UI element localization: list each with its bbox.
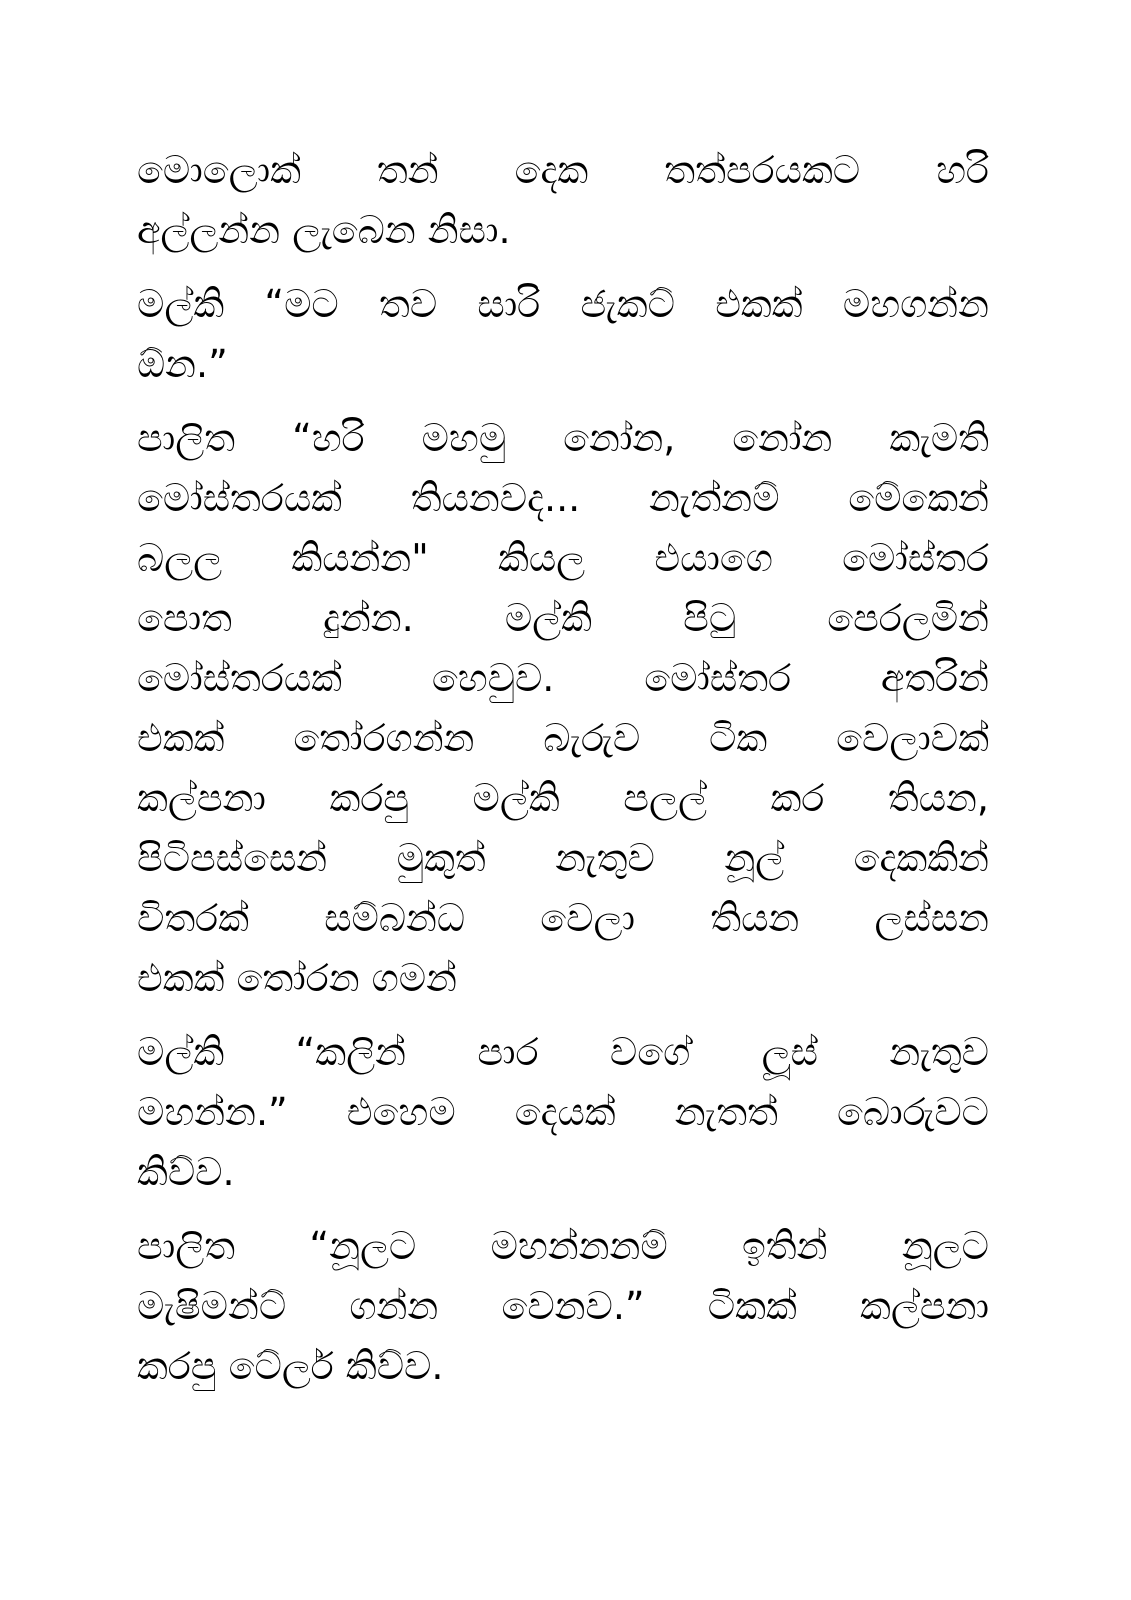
text-line: ඕන.”: [137, 342, 228, 386]
text-line: මැෂිමන්ට් ගන්න වෙනව.” ටිකක් කල්පනා: [137, 1284, 989, 1328]
text-line: එකක් තෝරගන්න බැරුව ටික වෙලාවක්: [137, 716, 989, 760]
paragraph: [137, 274, 989, 394]
text-line: මෝස්තරයක් තියනවද... නැත්නම් මේකෙන්: [137, 476, 989, 520]
text-line: මොලොක් තන් දෙක තත්පරයකට හරි: [137, 148, 989, 192]
paragraph: [137, 1022, 989, 1202]
text-line: මෝස්තරයක් හෙවුව. මෝස්තර අතරින්: [137, 656, 989, 700]
text-line: කිව්ව.: [137, 1150, 235, 1194]
text-line: අල්ලන්න ලැබෙන නිසා.: [137, 208, 511, 252]
text-line: පිටිපස්සෙන් මුකුත් නැතුව නූල් දෙකකින්: [137, 836, 989, 880]
text-line: පාලිත “හරි මහමු නෝන, නෝන කැමති: [137, 416, 989, 460]
paragraph: [137, 140, 989, 260]
text-line: මල්කි “මට තව සාරි ජැකට් එකක් මහගන්න: [137, 282, 989, 326]
paragraph: [137, 1216, 989, 1396]
document-page: [137, 140, 989, 1410]
text-line: කල්පනා කරපු මල්කි පලල් කර තියන,: [137, 776, 989, 820]
text-line: බලල කියන්න" කියල එයාගෙ මෝස්තර: [137, 536, 989, 580]
text-line: මල්කි “කලින් පාර වගේ ලූස් නැතුව: [137, 1030, 989, 1074]
text-line: විතරක් සම්බන්ධ වෙලා තියන ලස්සන: [137, 896, 989, 940]
text-line: පාලිත “නූලට මහන්නනම් ඉතින් නූලට: [137, 1224, 989, 1268]
text-line: කරපු ටේලර් කිව්ව.: [137, 1344, 444, 1388]
paragraph: [137, 408, 989, 1008]
text-line: මහන්න.” එහෙම දෙයක් නැතත් බොරුවට: [137, 1090, 989, 1134]
text-line: පොත දුන්න. මල්කි පිටු පෙරලමින්: [137, 596, 989, 640]
text-line: එකක් තෝරන ගමන්: [137, 956, 457, 1000]
